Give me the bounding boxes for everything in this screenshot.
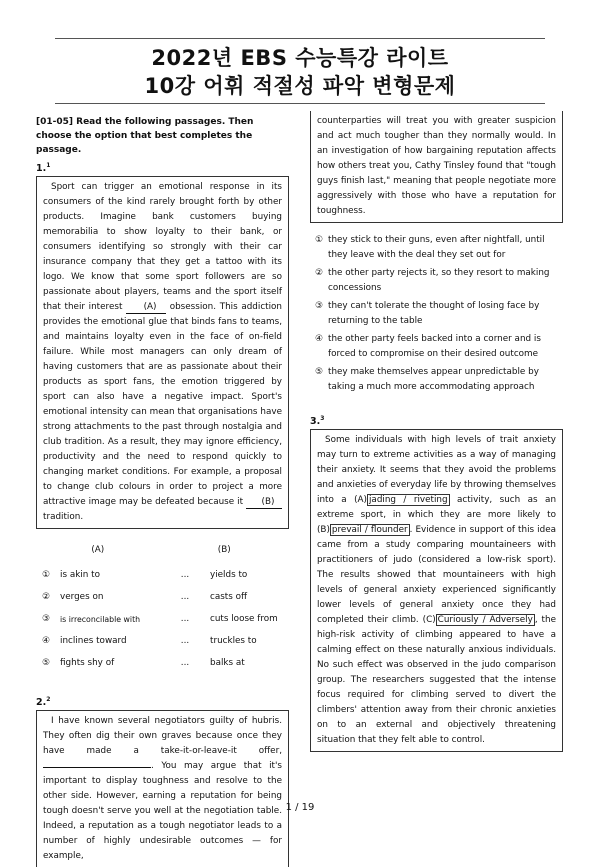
option-dots: ... (180, 635, 190, 646)
question-2-number (36, 692, 289, 710)
q1-options (36, 564, 289, 674)
option-a-text: verges on (60, 591, 104, 602)
option-b-text: yields to (210, 569, 248, 580)
q2-text-part1-end: . You may argue that it's important to display toughness and resolve to the other side. However, earning a reputation for being tough doesn't serve you well at the negotiation table. Indeed, a reputation as a tough negotiator leads to a number of highly undesirable outcomes — for example, (43, 761, 282, 862)
q2-options (310, 233, 563, 395)
column-a-header: (A) (91, 545, 105, 556)
q2-option-1[interactable] (310, 233, 563, 263)
option-b-text: casts off (210, 591, 248, 602)
option-b-text: cuts loose from (210, 613, 278, 624)
question-2-passage-part1 (36, 710, 289, 867)
option-dots: ... (180, 569, 190, 580)
option-number: ① (315, 235, 323, 245)
option-number: ② (315, 268, 323, 278)
left-column (36, 115, 289, 867)
question-2-footnote: 2 (46, 696, 51, 704)
option-text: they can't tolerate the thought of losing face by returning to the table (328, 301, 540, 326)
choice-a[interactable]: jading / riveting (368, 495, 448, 506)
option-dots: ... (180, 657, 190, 668)
option-a-text: is akin to (60, 569, 100, 580)
q2-blank (43, 767, 151, 768)
option-b-text: balks at (210, 657, 245, 668)
blank-b: (B) (246, 497, 282, 509)
instruction: [01-05] Read the following passages. Then choose the option that best completes the passage. (36, 117, 254, 155)
q2-option-5[interactable] (310, 365, 563, 395)
q3-text-part2: activity, such as an extreme sport, in which they are more likely to (B) (317, 495, 557, 536)
page-title-line2: 10강 어휘 적절성 파악 변형문제 (144, 74, 456, 98)
q3-text-part4: , the high-risk activity of climbing appeared to have a calming effect on these naturally anxious individuals. No such effect was observed in the judo comparison group. The researchers suggested that the intense focus required for climbing served to divert the climbers' attention away from their chronic anxieties on to an external and objectively threatening situation that they felt able to control. (317, 615, 556, 746)
page-number: 1 / 19 (285, 802, 315, 813)
q3-text-part3: . Evidence in support of this idea came from a study comparing mountaineers with practitioners of judo (considered a low-risk sport). The results showed that mountaineers with high levels of general anxiety experienced significantly lower levels of general anxiety once they had completed their climb. (C) (317, 525, 556, 626)
option-number: ③ (315, 301, 323, 311)
q2-option-2[interactable] (310, 266, 563, 296)
choice-c[interactable]: Curiously / Adversely (437, 615, 533, 626)
q1-table-header (36, 543, 289, 558)
q1-option-5[interactable] (36, 652, 289, 674)
question-1-footnote: 1 (46, 162, 51, 169)
column-b-header: (B) (217, 545, 231, 556)
q1-text-part1: Sport can trigger an emotional response in its consumers of the kind rarely brought forth by other products. Imagine bank customers buying memorabilia to show loyalty to their bank, or consumers identifying so strongly with their car insurance company that they get a tattoo with its logo. We know that some sport followers are so passionate about players, teams and the sport itself that their interest (43, 182, 282, 313)
q2-text-part1: I have known several negotiators guilty of hubris. They often dig their own graves because once they have made a take-it-or-leave-it offer, (43, 716, 282, 757)
question-3-footnote: 3 (320, 415, 325, 422)
q2-option-3[interactable] (310, 299, 563, 329)
option-number: ⑤ (315, 367, 323, 377)
title-rule (55, 103, 545, 104)
option-number: ④ (42, 635, 50, 646)
option-number: ③ (42, 613, 50, 624)
option-dots: ... (180, 591, 190, 602)
right-column (310, 111, 563, 752)
q1-text-part2: obsession. This addiction provides the emotional glue that binds fans to teams, and maintains loyalty even in the face of on-field failure. While most managers can only dream of having customers that are as passionate about their products as sport fans, the emotion triggered by sport can also have a negative impact. Sport's emotional intensity can mean that organisations have strong attachments to the past through nostalgia and club tradition. As a result, they may ignore efficiency, productivity and the need to respond quickly to changing market conditions. For example, a proposal to change club colours in order to project a more attractive image may be defeated because it (43, 302, 283, 508)
choice-b[interactable]: prevail / flounder (331, 525, 408, 536)
option-a-text: fights shy of (60, 657, 115, 668)
option-number: ② (42, 591, 50, 602)
q1-text-part3: tradition. (43, 512, 84, 523)
q2-option-4[interactable] (310, 332, 563, 362)
top-rule (55, 38, 545, 39)
blank-a: (A) (126, 302, 166, 314)
option-a-text: is irreconcilable with (60, 614, 141, 624)
option-text: they make themselves appear unpredictable by taking a much more accommodating approach (328, 367, 539, 392)
question-1-number (36, 158, 289, 176)
question-3-label: 3. (310, 416, 321, 428)
q1-option-2[interactable] (36, 586, 289, 608)
option-text: the other party rejects it, so they resort to making concessions (328, 268, 550, 293)
q1-option-4[interactable] (36, 630, 289, 652)
question-1-label: 1. (36, 163, 47, 175)
option-number: ④ (315, 334, 323, 344)
option-b-text: truckles to (210, 635, 257, 646)
q2-text-part2: counterparties will treat you with greater suspicion and act much tougher than they normally would. In an investigation of how bargaining reputation affects how others treat you, Cathy Tinsley found that "tough guys finish last," meaning that people negotiate more aggressively with those who have a reputation for toughness. (317, 116, 556, 216)
q3-text-part1: Some individuals with high levels of trait anxiety may turn to extreme activities as a way of managing their anxiety. It seems that they avoid the problems and anxieties of everyday life by throwing themselves into a (A) (317, 435, 557, 506)
question-1-passage (36, 176, 289, 529)
option-number: ① (42, 569, 50, 580)
option-text: the other party feels backed into a corner and is forced to compromise on their desired outcome (328, 334, 541, 359)
option-number: ⑤ (42, 657, 50, 668)
question-3-number (310, 411, 563, 429)
option-a-text: inclines toward (60, 635, 127, 646)
question-3-passage (310, 429, 563, 752)
q1-option-3[interactable] (36, 608, 289, 630)
option-dots: ... (180, 613, 190, 624)
page-title-line1: 2022년 EBS 수능특강 라이트 (151, 46, 449, 70)
option-text: they stick to their guns, even after nightfall, until they leave with the deal they set out for (328, 235, 545, 260)
question-2-passage-part2 (310, 111, 563, 223)
q1-option-1[interactable] (36, 564, 289, 586)
question-2-label: 2. (36, 697, 47, 709)
